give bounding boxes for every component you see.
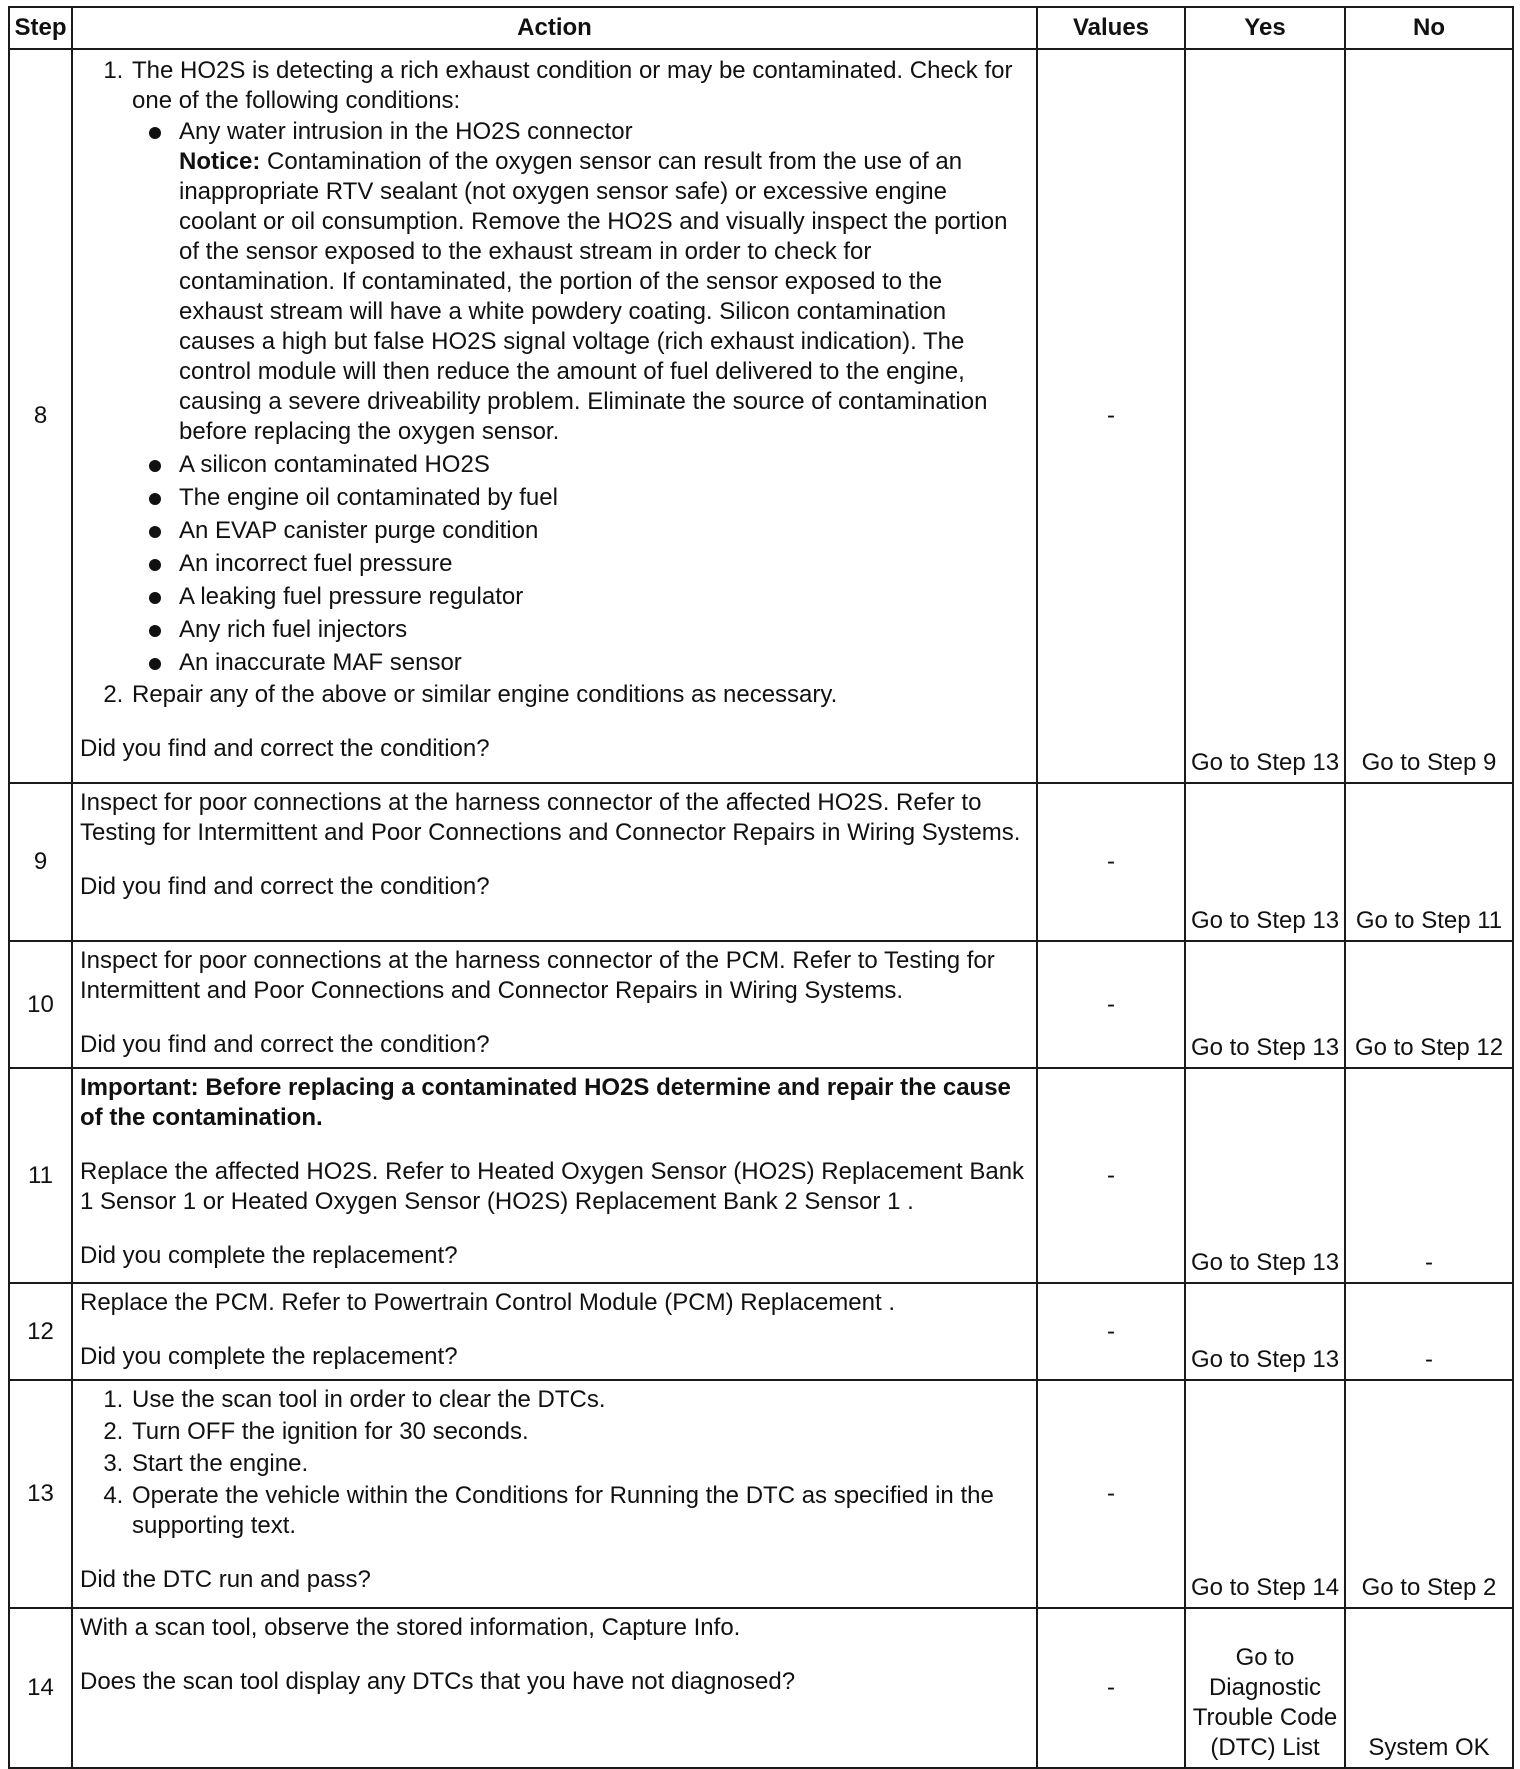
step-number: 13	[9, 1380, 72, 1608]
action-text: Replace the affected HO2S. Refer to Heated Oxygen Sensor (HO2S) Replacement Bank 1 Sensor 1 or Heated Oxygen Sensor (HO2S) Replacement Bank 2 Sensor 1 .	[80, 1158, 1025, 1215]
yes-cell: Go to Step 13	[1185, 49, 1345, 783]
question: Did you find and correct the condition?	[80, 1031, 490, 1058]
list-item: 2. Turn OFF the ignition for 30 seconds.	[130, 1417, 1028, 1447]
numbered-list	[80, 1385, 1028, 1541]
action-cell	[72, 1608, 1037, 1768]
action-cell	[72, 49, 1037, 783]
no-cell: Go to Step 9	[1345, 49, 1513, 783]
diagnostic-table	[8, 6, 1514, 1769]
bullet-text: Any water intrusion in the HO2S connector	[179, 118, 633, 145]
values-cell: -	[1037, 49, 1185, 783]
step-number: 14	[9, 1608, 72, 1768]
question: Did you complete the replacement?	[80, 1343, 458, 1370]
list-item	[130, 56, 1028, 678]
list-item: 4. Operate the vehicle within the Conditions for Running the DTC as specified in the supporting text.	[130, 1481, 1028, 1541]
action-cell	[72, 1283, 1037, 1380]
bullet-item: An EVAP canister purge condition	[179, 516, 1028, 546]
header-no: No	[1345, 7, 1513, 49]
list-item: 1. Use the scan tool in order to clear the DTCs.	[130, 1385, 1028, 1415]
yes-cell: Go to Step 13	[1185, 1283, 1345, 1380]
bullet-item: The engine oil contaminated by fuel	[179, 483, 1028, 513]
action-text: Replace the PCM. Refer to Powertrain Control Module (PCM) Replacement .	[80, 1289, 895, 1316]
step-number: 8	[9, 49, 72, 783]
action-cell	[72, 941, 1037, 1068]
table-row	[9, 1068, 1513, 1283]
values-cell: -	[1037, 1068, 1185, 1283]
bullet-item: A leaking fuel pressure regulator	[179, 582, 1028, 612]
table-row	[9, 1380, 1513, 1608]
table-row	[9, 941, 1513, 1068]
header-row	[9, 7, 1513, 49]
list-item: 2. Repair any of the above or similar engine conditions as necessary.	[130, 680, 1028, 710]
question: Does the scan tool display any DTCs that you have not diagnosed?	[80, 1668, 796, 1695]
no-cell: Go to Step 11	[1345, 783, 1513, 941]
step-number: 10	[9, 941, 72, 1068]
bullet-item: Any rich fuel injectors	[179, 615, 1028, 645]
question: Did you find and correct the condition?	[80, 873, 490, 900]
bullet-list	[132, 117, 1028, 678]
values-cell: -	[1037, 1283, 1185, 1380]
header-values: Values	[1037, 7, 1185, 49]
notice-text: Contamination of the oxygen sensor can result from the use of an inappropriate RTV sealant (not oxygen sensor safe) or excessive engine coolant or oil consumption. Remove the HO2S and visually inspect the portion of the sensor exposed to the exhaust stream in order to check for contamination. If contaminated, the portion of the sensor exposed to the exhaust stream will have a white powdery coating. Silicon contamination causes a high but false HO2S signal voltage (rich exhaust indication). The control module will then reduce the amount of fuel delivered to the engine, causing a severe driveability problem. Eliminate the source of contamination before replacing the oxygen sensor.	[179, 148, 1008, 445]
yes-cell: Go to Diagnostic Trouble Code (DTC) List	[1185, 1608, 1345, 1768]
header-action: Action	[72, 7, 1037, 49]
question: Did you find and correct the condition?	[80, 735, 490, 762]
question: Did you complete the replacement?	[80, 1242, 458, 1269]
yes-cell: Go to Step 13	[1185, 1068, 1345, 1283]
bullet-item: An inaccurate MAF sensor	[179, 648, 1028, 678]
bullet-item: An incorrect fuel pressure	[179, 549, 1028, 579]
values-cell: -	[1037, 1608, 1185, 1768]
table-row	[9, 1283, 1513, 1380]
list-item: 3. Start the engine.	[130, 1449, 1028, 1479]
action-text: Inspect for poor connections at the harness connector of the PCM. Refer to Testing for Intermittent and Poor Connections and Connector Repairs in Wiring Systems.	[80, 947, 995, 1004]
important-note: Important: Before replacing a contaminated HO2S determine and repair the cause of the contamination.	[80, 1074, 1011, 1131]
no-cell: System OK	[1345, 1608, 1513, 1768]
action-text: With a scan tool, observe the stored information, Capture Info.	[80, 1614, 741, 1641]
no-cell: Go to Step 2	[1345, 1380, 1513, 1608]
header-step: Step	[9, 7, 72, 49]
question: Did the DTC run and pass?	[80, 1566, 371, 1593]
bullet-item: A silicon contaminated HO2S	[179, 450, 1028, 480]
values-cell: -	[1037, 941, 1185, 1068]
numbered-list	[80, 56, 1028, 710]
notice-label: Notice:	[179, 148, 261, 175]
yes-cell: Go to Step 13	[1185, 783, 1345, 941]
table-row	[9, 1608, 1513, 1768]
action-cell	[72, 1068, 1037, 1283]
list-item-text: The HO2S is detecting a rich exhaust condition or may be contaminated. Check for one of the following conditions:	[132, 57, 1013, 114]
table-row	[9, 49, 1513, 783]
step-number: 9	[9, 783, 72, 941]
action-text: Inspect for poor connections at the harness connector of the affected HO2S. Refer to Testing for Intermittent and Poor Connections and Connector Repairs in Wiring Systems.	[80, 789, 1021, 846]
no-cell: Go to Step 12	[1345, 941, 1513, 1068]
step-number: 12	[9, 1283, 72, 1380]
action-cell	[72, 1380, 1037, 1608]
bullet-item	[179, 117, 1028, 447]
step-number: 11	[9, 1068, 72, 1283]
values-cell: -	[1037, 783, 1185, 941]
values-cell: -	[1037, 1380, 1185, 1608]
no-cell: -	[1345, 1068, 1513, 1283]
header-yes: Yes	[1185, 7, 1345, 49]
no-cell: -	[1345, 1283, 1513, 1380]
yes-cell: Go to Step 14	[1185, 1380, 1345, 1608]
yes-cell: Go to Step 13	[1185, 941, 1345, 1068]
table-row	[9, 783, 1513, 941]
action-cell	[72, 783, 1037, 941]
